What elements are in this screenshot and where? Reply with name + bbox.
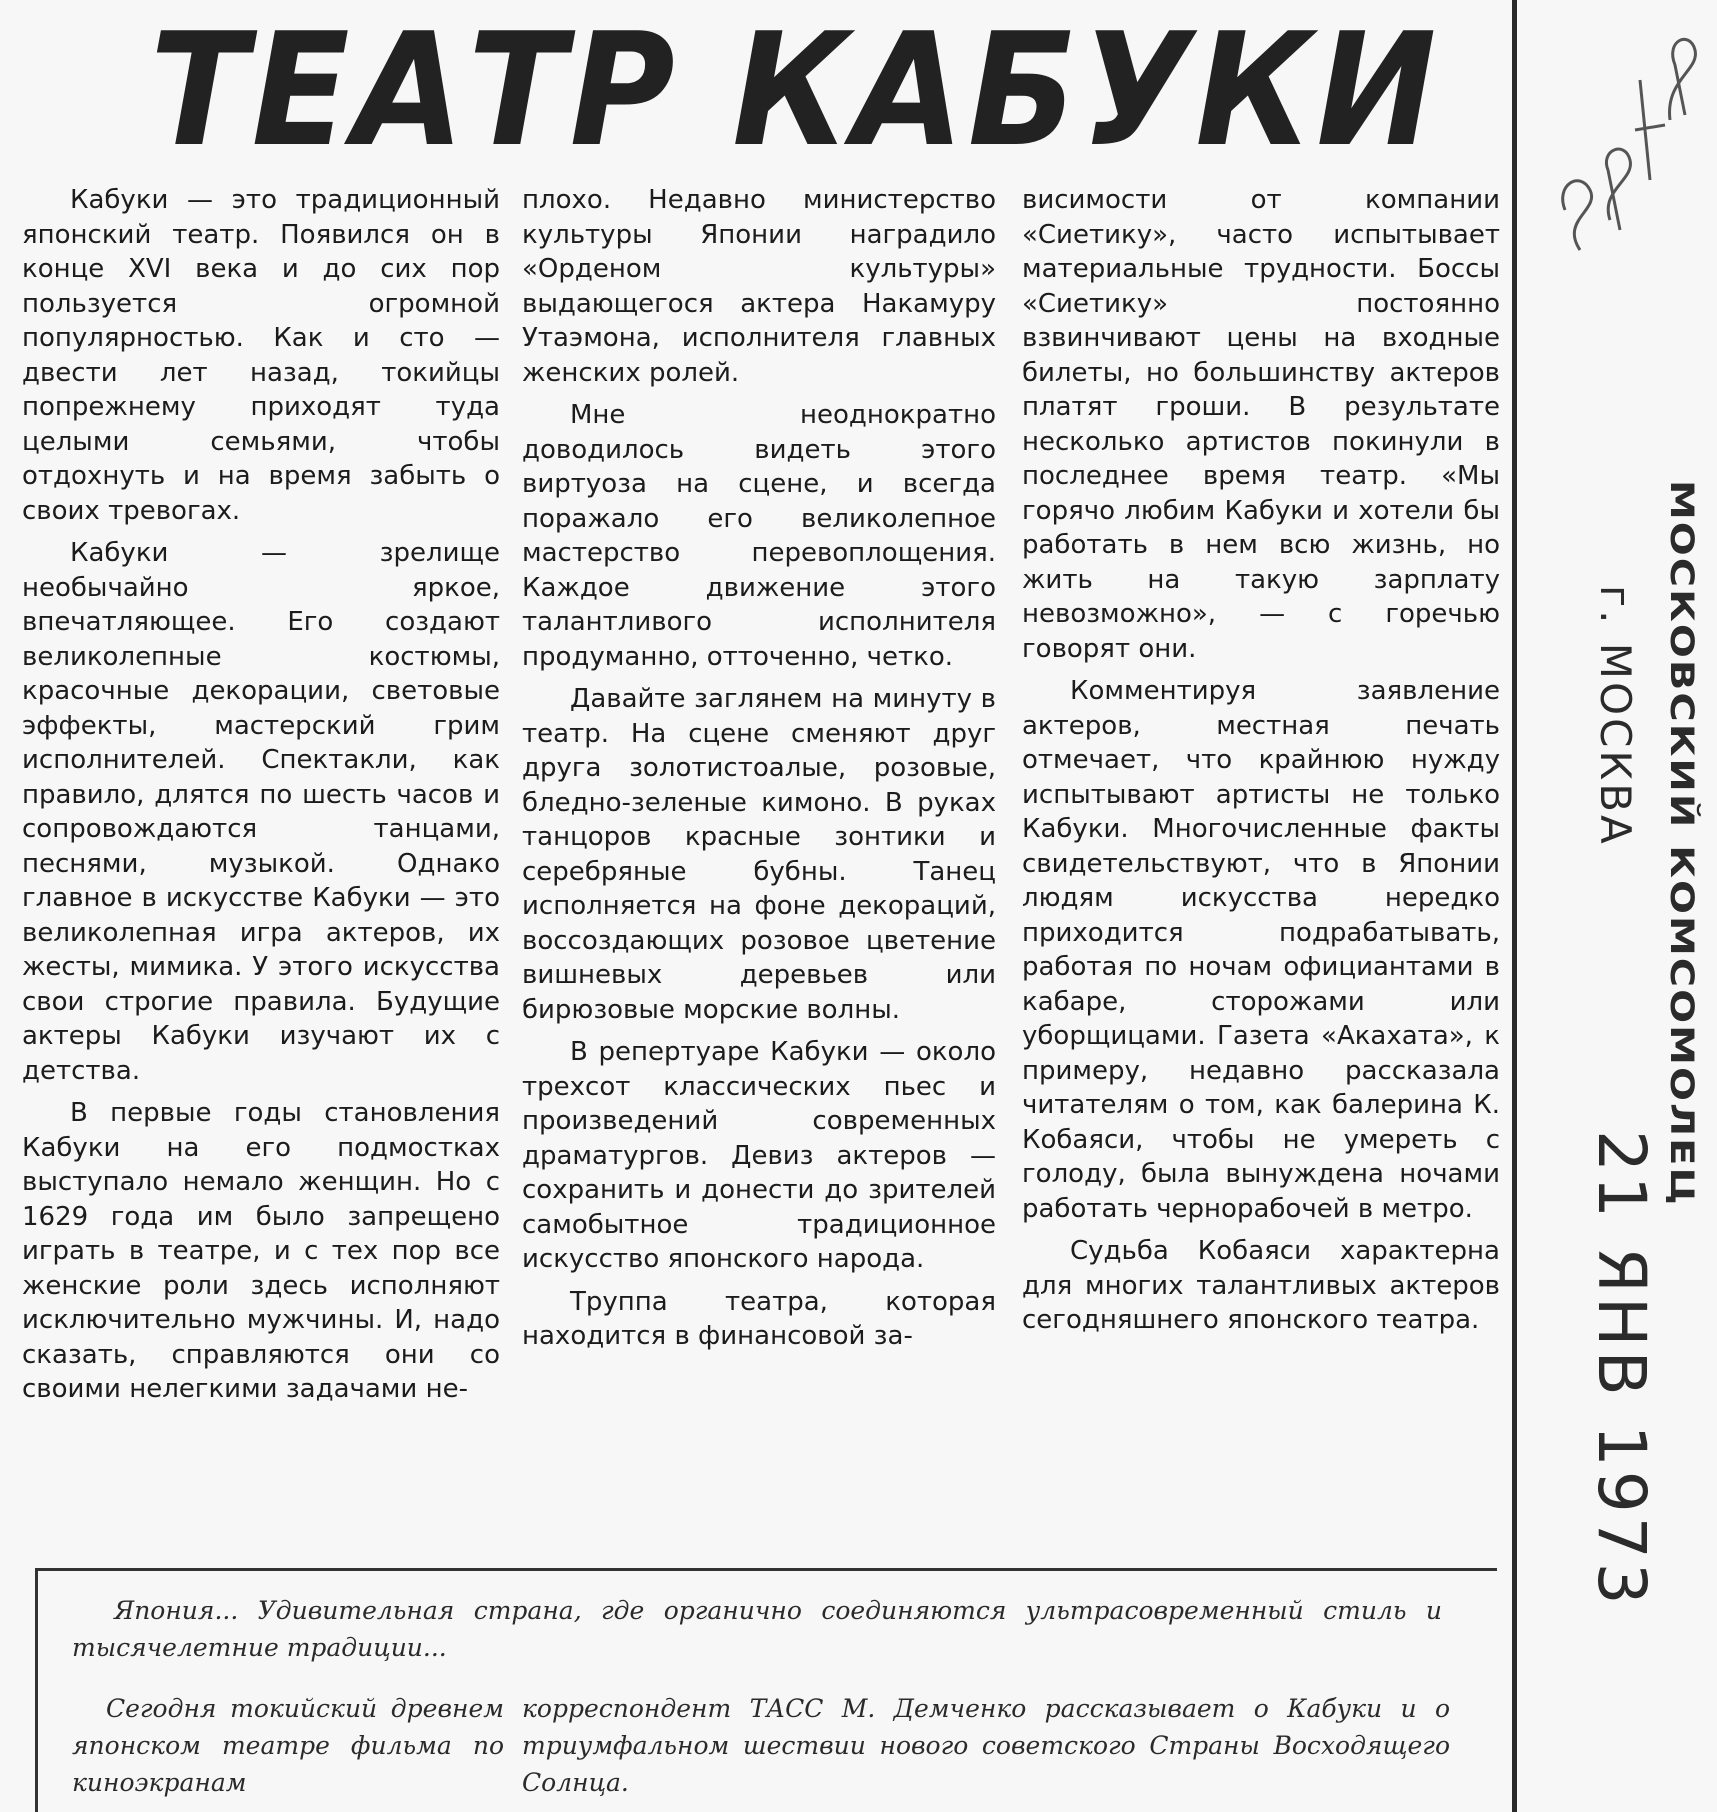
paragraph: Кабуки — зрелище необычайно яркое, впечатляющее. Его создают великолепные костюмы, красочные декорации, световые эффекты, мастерский грим исполнителей. Спектакли, как правило, длятся по шесть часов и сопровождаются танцами, песнями, музыкой. Однако главное в искусстве Кабуки — это великолепная игра актеров, их жесты, мимика. У этого искусства свои строгие правила. Будущие актеры Кабуки изучают их с детства. [22,538,500,1086]
handwritten-note-icon [1540,20,1710,280]
article-column-1 [22,183,500,1415]
paragraph: В первые годы становления Кабуки на его подмостках выступало немало женщин. Но с 1629 года им было запрещено играть в театре, и с тех пор все женские роли здесь исполняют исключительно мужчины. И, надо сказать, справляются они со своими нелегкими задачами не- [22,1098,500,1404]
stamp-newspaper-name: МОСКОВСКИЙ КОМСОМОЛЕЦ [1663,480,1700,1207]
paragraph: Кабуки — это традиционный японский театр. Появился он в конце XVI века и до сих пор пользуется огромной популярностью. Как и сто — двести лет назад, токийцы попрежнему приходят туда целыми семьями, чтобы отдохнуть и на время забыть о своих тревогах. [22,185,500,526]
intro-left: Сегодня токийский древнем японском театре фильма по киноэкранам [72,1694,504,1797]
stamp-city: г. МОСКВА [1591,585,1640,847]
intro-right: корреспондент ТАСС М. Демченко рассказывает о Кабуки и о триумфальном шествии нового советского Страны Восходящего Солнца. [522,1694,1450,1797]
paragraph: Давайте заглянем на минуту в театр. На сцене сменяют друг друга золотистоалые, розовые, бледно-зеленые кимоно. В руках танцоров красные зонтики и серебряные бубны. Танец исполняется на фоне декораций, воссоздающих розовое цветение вишневых деревьев или бирюзовые морские волны. [522,684,996,1025]
vertical-divider [1512,0,1517,1812]
paragraph: висимости от компании «Сиетику», часто испытывает материальные трудности. Боссы «Сиетику» постоянно взвинчивают цены на входные билеты, но большинству актеров платят гроши. В результате несколько артистов покинули в последнее время театр. «Мы горячо любим Кабуки и хотели бы работать в нем всю жизнь, но жить на такую зарплату невозможно», — с горечью говорят они. [1022,185,1500,664]
stamp-date: 21 ЯНВ 1973 [1583,1130,1660,1609]
headline: ТЕАТР КАБУКИ [150,0,1441,181]
article-column-2 [522,183,996,1362]
paragraph: В репертуаре Кабуки — около трехсот классических пьес и произведений современных драматургов. Девиз актеров — сохранить и донести до зрителей самобытное традиционное искусство японского народа. [522,1037,996,1274]
paragraph: Труппа театра, которая находится в финансовой за- [522,1286,996,1351]
intro-lead: Япония... Удивительная страна, где органично соединяются ультрасовременный стиль и тысячелетние традиции... [72,1596,1442,1662]
paragraph: плохо. Недавно министерство культуры Японии наградило «Орденом культуры» выдающегося актера Накамуру Утаэмона, исполнителя главных женских ролей. [522,185,996,388]
paragraph: Комментируя заявление актеров, местная печать отмечает, что крайнюю нужду испытывают артисты не только Кабуки. Многочисленные факты свидетельствуют, что в Японии людям искусства нередко приходится подрабатывать, работая по ночам официантами в кабаре, сторожами или уборщицами. Газета «Акахата», к примеру, недавно рассказала читателям о том, как балерина К. Кобаяси, чтобы не умереть с голоду, была вынуждена ночами работать чернорабочей в метро. [1022,676,1500,1224]
article-column-3 [1022,183,1500,1346]
paragraph: Судьба Кобаяси характерна для многих талантливых актеров сегодняшнего японского театра. [1022,1236,1500,1335]
paragraph: Мне неоднократно доводилось видеть этого виртуоза на сцене, и всегда поражало его великолепное мастерство перевоплощения. Каждое движение этого талантливого исполнителя продуманно, отточенно, четко. [522,400,996,672]
